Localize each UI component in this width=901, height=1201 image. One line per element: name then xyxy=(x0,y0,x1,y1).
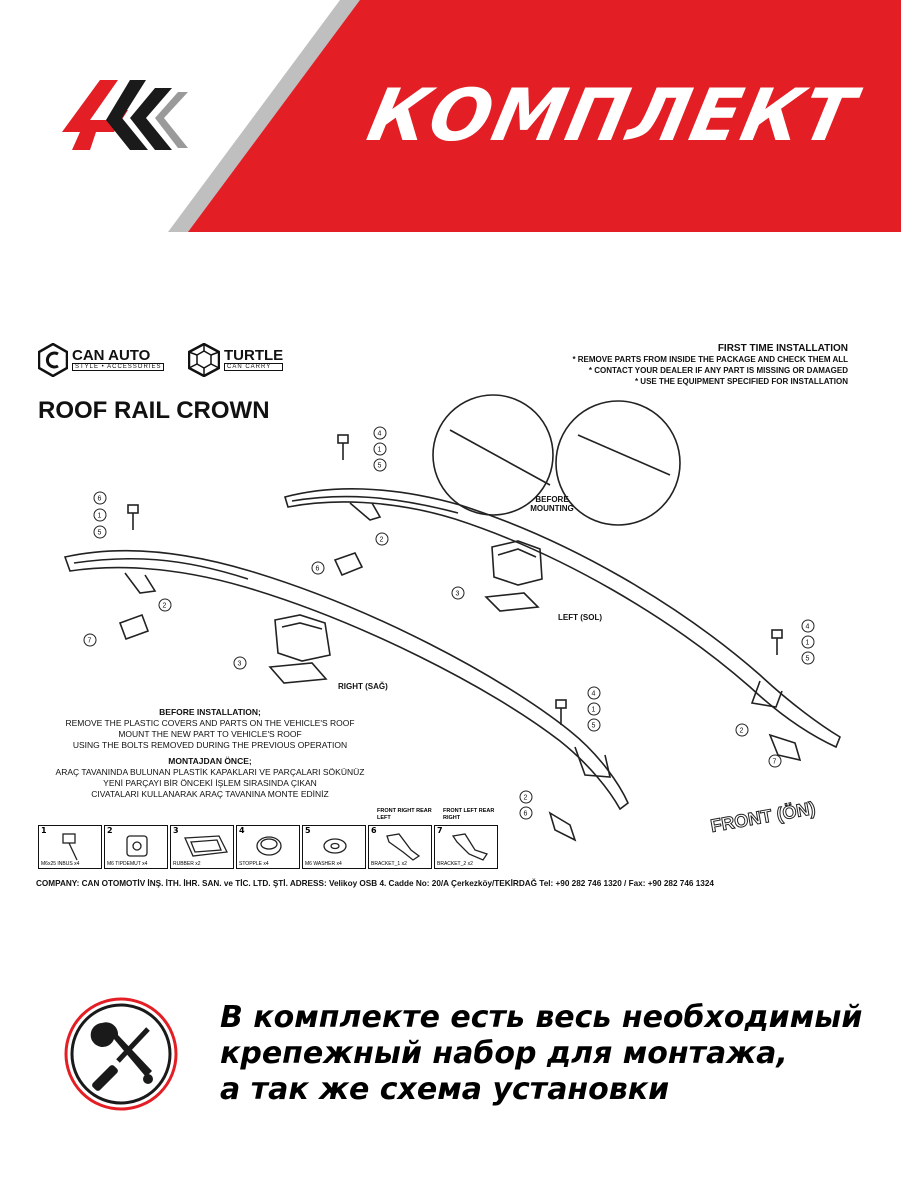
svg-text:3: 3 xyxy=(237,660,242,668)
part-number: 3 xyxy=(173,826,179,835)
brand-right-name: TURTLE xyxy=(224,347,284,364)
first-install-line: * REMOVE PARTS FROM INSIDE THE PACKAGE AND CHECK THEM ALL xyxy=(572,355,848,364)
svg-text:5: 5 xyxy=(97,529,102,537)
montajdan-once-line: YENİ PARÇAYI BİR ÖNCEKİ İŞLEM SIRASINDA ÇIKAN xyxy=(103,778,317,788)
part-number: 1 xyxy=(41,826,47,835)
part-label: BRACKET_1 x2 xyxy=(371,861,407,867)
svg-text:1: 1 xyxy=(377,446,382,454)
part-header: FRONT RIGHT REAR LEFT xyxy=(377,808,432,821)
svg-text:2: 2 xyxy=(739,727,744,735)
svg-text:2: 2 xyxy=(523,794,528,802)
before-installation-line: REMOVE THE PLASTIC COVERS AND PARTS ON THE VEHICLE'S ROOF xyxy=(65,718,355,728)
svg-text:1: 1 xyxy=(97,512,102,520)
front-label: FRONT (ÖN) xyxy=(708,797,817,837)
before-mounting-label: BEFORE MOUNTING xyxy=(530,495,574,513)
svg-text:6: 6 xyxy=(97,495,102,503)
part-item xyxy=(38,825,102,869)
svg-text:3: 3 xyxy=(455,590,460,598)
part-label: RUBBER x2 xyxy=(173,861,201,867)
svg-text:7: 7 xyxy=(87,637,92,645)
left-rail-label: LEFT (SOL) xyxy=(558,613,602,622)
part-label: M6 WASHER x4 xyxy=(305,861,342,867)
montajdan-once-line: ARAÇ TAVANINDA BULUNAN PLASTİK KAPAKLARI VE PARÇALARI SÖKÜNÜZ xyxy=(55,767,365,777)
part-number: 5 xyxy=(305,826,311,835)
part-item xyxy=(236,825,300,869)
part-header: FRONT LEFT REAR RIGHT xyxy=(443,808,495,821)
part-number: 4 xyxy=(239,826,245,835)
montajdan-once-line: CIVATALARI KULLANARAK ARAÇ TAVANINA MONTE EDİNİZ xyxy=(91,789,329,799)
part-label: M6x25 INBUS x4 xyxy=(41,861,80,867)
part-item xyxy=(434,808,498,869)
svg-text:2: 2 xyxy=(379,536,384,544)
part-item xyxy=(170,825,234,869)
part-label: BRACKET_2 x2 xyxy=(437,861,473,867)
svg-text:1: 1 xyxy=(805,639,810,647)
description-line: крепежный набор для монтажа, xyxy=(220,1036,788,1071)
svg-text:1: 1 xyxy=(591,706,596,714)
part-number: 7 xyxy=(437,826,443,835)
banner-title: КОМПЛЕКТ xyxy=(361,73,864,157)
part-item xyxy=(104,825,168,869)
product-title: ROOF RAIL CROWN xyxy=(38,397,270,424)
svg-text:6: 6 xyxy=(315,565,320,573)
brand-right-sub: CAN CARRY xyxy=(224,363,283,371)
part-number: 6 xyxy=(371,826,377,835)
montajdan-once-heading: MONTAJDAN ÖNCE; xyxy=(168,756,252,766)
right-rail-label: RIGHT (SAĞ) xyxy=(338,682,388,691)
svg-text:4: 4 xyxy=(591,690,596,698)
svg-text:5: 5 xyxy=(377,462,382,470)
installation-notes xyxy=(40,707,380,800)
svg-text:5: 5 xyxy=(591,722,596,730)
svg-text:4: 4 xyxy=(805,623,810,631)
description-line: а так же схема установки xyxy=(220,1072,670,1107)
svg-text:5: 5 xyxy=(805,655,810,663)
svg-text:2: 2 xyxy=(162,602,167,610)
first-install-line: * USE THE EQUIPMENT SPECIFIED FOR INSTALLATION xyxy=(634,377,848,386)
kit-description xyxy=(220,1000,880,1108)
before-installation-heading: BEFORE INSTALLATION; xyxy=(159,707,261,717)
parts-list xyxy=(38,808,498,869)
before-installation-line: USING THE BOLTS REMOVED DURING THE PREVIOUS OPERATION xyxy=(72,740,348,750)
instruction-sheet xyxy=(30,335,860,900)
svg-text:6: 6 xyxy=(523,810,528,818)
wrench-screwdriver-icon xyxy=(62,995,180,1113)
brand-logo-icon xyxy=(60,70,190,160)
part-item xyxy=(302,825,366,869)
part-label: STOPPLE x4 xyxy=(239,861,269,867)
part-item xyxy=(368,808,432,869)
part-label: M6 TIPDEMUT x4 xyxy=(107,861,148,867)
svg-text:4: 4 xyxy=(377,430,382,438)
svg-text:7: 7 xyxy=(772,758,777,766)
brand-left-sub: STYLE • ACCESSORIES xyxy=(72,363,164,371)
company-info: COMPANY: CAN OTOMOTİV İNŞ. İTH. İHR. SAN. ve TİC. LTD. ŞTİ. ADRESS: Velikoy OSB 4. Cadde No: 20/A Çerkezköy/TEKİRDAĞ Tel: +90 282 746 1320 / Fax: +90 282 746 1324 xyxy=(36,879,714,888)
first-install-heading: FIRST TIME INSTALLATION xyxy=(717,343,848,354)
before-installation-line: MOUNT THE NEW PART TO VEHICLE'S ROOF xyxy=(118,729,302,739)
brand-left-name: CAN AUTO xyxy=(72,347,151,364)
part-number: 2 xyxy=(107,826,113,835)
description-line: В комплекте есть весь необходимый xyxy=(220,1000,863,1035)
first-install-line: * CONTACT YOUR DEALER IF ANY PART IS MISSING OR DAMAGED xyxy=(588,366,848,375)
